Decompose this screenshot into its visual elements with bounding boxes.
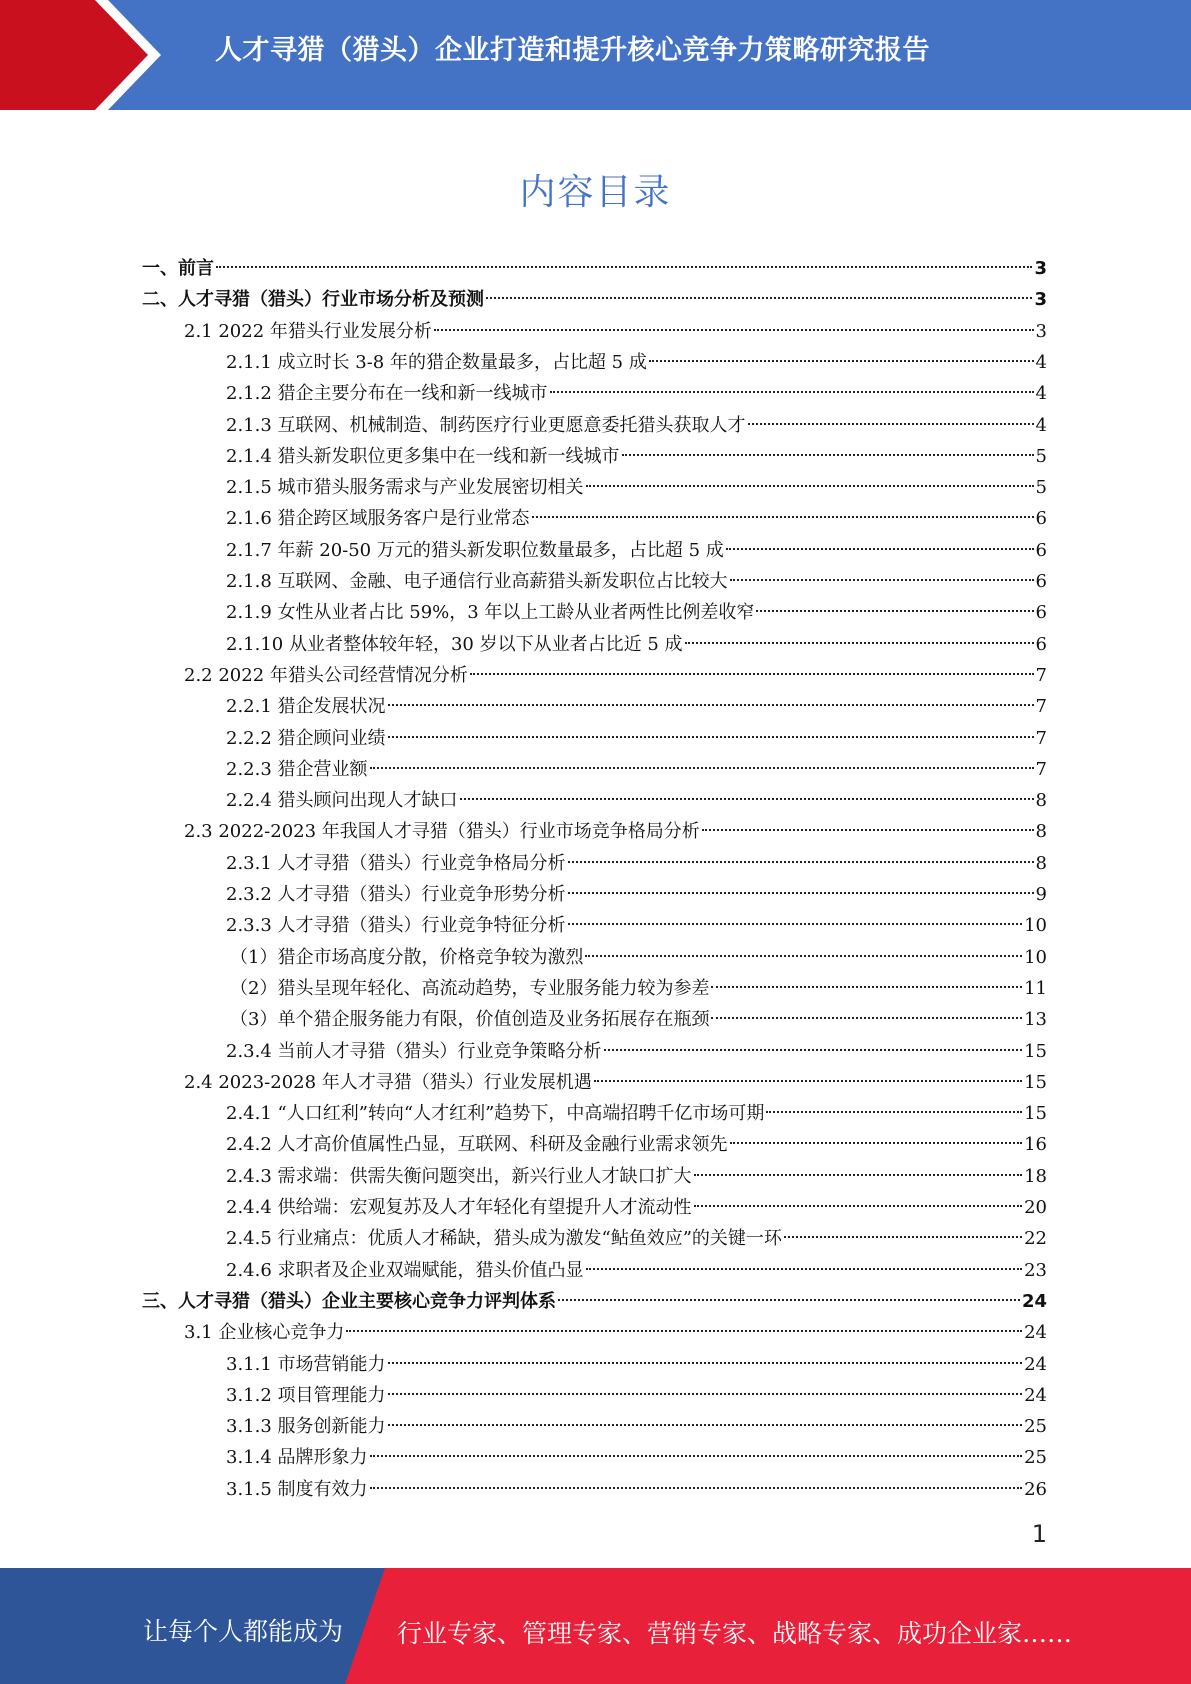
toc-entry-page: 6: [1035, 602, 1047, 624]
toc-dot-leader: [346, 1330, 1022, 1332]
toc-entry-label: 2.3.2 人才寻猎（猎头）行业竞争形势分析: [226, 884, 566, 905]
toc-entry[interactable]: [226, 1351, 1047, 1379]
toc-dot-leader: [711, 1017, 1022, 1019]
toc-entry[interactable]: [226, 693, 1047, 721]
toc-entry-label: 3.1.5 制度有效力: [226, 1478, 368, 1500]
toc-entry[interactable]: [142, 286, 1047, 314]
toc-entry[interactable]: [226, 881, 1047, 909]
toc-dot-leader: [730, 579, 1034, 581]
toc-entry-label: 2.1.3 互联网、机械制造、制药医疗行业更愿意委托猎头获取人才: [226, 414, 746, 436]
toc-entry-label: 2.1.1 成立时长 3-8 年的猎企数量最多，占比超 5 成: [226, 351, 647, 373]
toc-entry-label: 2.4.1 “人口红利”转向“人才红利”趋势下，中高端招聘千亿市场可期: [226, 1103, 765, 1125]
toc-entry-page: 4: [1035, 351, 1047, 373]
footer-slogan-left: 让每个人都能成为: [143, 1617, 344, 1646]
toc-entry-page: 8: [1035, 852, 1047, 874]
toc-entry[interactable]: [226, 631, 1047, 659]
toc-entry[interactable]: [226, 1038, 1047, 1066]
toc-dot-leader: [726, 548, 1034, 550]
toc-entry-label: 2.2.1 猎企发展状况: [226, 696, 386, 718]
toc-entry[interactable]: [226, 412, 1047, 440]
toc-entry-label: 2.1.8 互联网、金融、电子通信行业高薪猎头新发职位占比较大: [226, 571, 728, 592]
toc-entry[interactable]: [226, 568, 1047, 596]
toc-entry-page: 20: [1024, 1197, 1047, 1218]
toc-entry-page: 8: [1035, 790, 1047, 812]
toc-entry-label: 2.1.9 女性从业者占比 59%，3 年以上工龄从业者两性比例差收窄: [226, 602, 755, 624]
toc-entry-page: 5: [1035, 477, 1047, 499]
toc-entry-page: 3: [1034, 258, 1047, 279]
toc-dot-leader: [388, 1424, 1023, 1426]
toc-entry-label: 2.4.3 需求端：供需失衡问题突出，新兴行业人才缺口扩大: [226, 1165, 692, 1187]
toc-entry[interactable]: [226, 474, 1047, 502]
toc-entry-label: （2）猎头呈现年轻化、高流动趋势，专业服务能力较为参差: [230, 977, 710, 999]
toc-entry[interactable]: [184, 318, 1047, 346]
toc-entry[interactable]: [226, 912, 1047, 940]
toc-entry-label: （1）猎企市场高度分散，价格竞争较为激烈: [230, 946, 584, 968]
toc-entry[interactable]: [184, 1069, 1047, 1097]
toc-entry-label: 2.1.2 猎企主要分布在一线和新一线城市: [226, 383, 548, 405]
toc-entry-page: 24: [1021, 1290, 1047, 1312]
toc-dot-leader: [568, 923, 1023, 925]
toc-entry[interactable]: [226, 443, 1047, 471]
toc-dot-leader: [388, 704, 1034, 706]
toc-dot-leader: [730, 1142, 1023, 1144]
toc-entry-page: 24: [1024, 1384, 1047, 1406]
toc-entry-label: 2.1.4 猎头新发职位更多集中在一线和新一线城市: [226, 445, 620, 467]
toc-entry[interactable]: [226, 1100, 1047, 1128]
toc-entry-page: 16: [1024, 1134, 1047, 1156]
toc-entry-label: 二、人才寻猎（猎头）行业市场分析及预测: [142, 289, 484, 311]
toc-dot-leader: [568, 892, 1034, 894]
toc-entry-page: 6: [1035, 539, 1047, 561]
toc-entry-page: 3: [1034, 289, 1047, 311]
toc-entry-page: 6: [1035, 633, 1047, 655]
toc-entry-page: 7: [1035, 758, 1047, 780]
toc-dot-leader: [216, 266, 1032, 268]
toc-entry-label: 2.3.3 人才寻猎（猎头）行业竞争特征分析: [226, 915, 566, 937]
toc-entry-page: 5: [1035, 445, 1047, 467]
toc-entry-label: 3.1.2 项目管理能力: [226, 1384, 386, 1406]
toc-entry[interactable]: [226, 505, 1047, 533]
toc-dot-leader: [622, 454, 1034, 456]
toc-entry-label: 2.1.10 从业者整体较年轻，30 岁以下从业者占比近 5 成: [226, 633, 683, 655]
toc-entry-label: 2.4 2023-2028 年人才寻猎（猎头）行业发展机遇: [184, 1071, 592, 1093]
toc-entry-page: 22: [1024, 1228, 1047, 1250]
toc-entry-page: 10: [1024, 946, 1047, 968]
toc-entry[interactable]: [142, 255, 1047, 283]
toc-entry[interactable]: [230, 975, 1047, 1003]
toc-entry-label: 2.2.2 猎企顾问业绩: [226, 727, 386, 749]
toc-dot-leader: [568, 861, 1034, 863]
toc-entry-label: 3.1.3 服务创新能力: [226, 1416, 386, 1438]
toc-dot-leader: [370, 1487, 1023, 1489]
toc-entry-label: 2.3.1 人才寻猎（猎头）行业竞争格局分析: [226, 852, 566, 874]
toc-dot-leader: [558, 1299, 1020, 1301]
toc-entry[interactable]: [184, 1319, 1047, 1347]
toc-dot-leader: [756, 610, 1033, 612]
toc-entry-page: 6: [1035, 508, 1047, 530]
footer-slogan-right: 行业专家、管理专家、营销专家、战略专家、成功企业家……: [397, 1619, 1073, 1648]
page-number: 1: [1031, 1520, 1047, 1548]
toc-dot-leader: [550, 391, 1034, 393]
toc-entry[interactable]: [184, 662, 1047, 690]
toc-entry-page: 25: [1024, 1416, 1047, 1438]
toc-entry[interactable]: [226, 349, 1047, 377]
toc-entry[interactable]: [226, 1413, 1047, 1441]
toc-heading: 内容目录: [519, 172, 672, 213]
toc-dot-leader: [748, 423, 1034, 425]
toc-entry-label: 2.2.3 猎企营业额: [226, 758, 368, 780]
toc-dot-leader: [532, 516, 1034, 518]
toc-entry[interactable]: [226, 725, 1047, 753]
toc-entry-page: 15: [1024, 1040, 1047, 1062]
toc-entry-page: 15: [1024, 1103, 1047, 1125]
toc-dot-leader: [460, 798, 1034, 800]
toc-entry-page: 13: [1024, 1009, 1047, 1031]
toc-dot-leader: [586, 1268, 1023, 1270]
toc-entry[interactable]: [226, 1444, 1047, 1472]
toc-entry-page: 7: [1035, 696, 1047, 718]
toc-entry-page: 24: [1024, 1322, 1047, 1344]
toc-dot-leader: [711, 986, 1022, 988]
toc-entry-page: 24: [1024, 1353, 1047, 1375]
toc-entry[interactable]: [226, 850, 1047, 878]
toc-entry-label: 2.3.4 当前人才寻猎（猎头）行业竞争策略分析: [226, 1040, 602, 1062]
toc-entry[interactable]: [142, 1288, 1047, 1316]
toc-dot-leader: [694, 1205, 1023, 1207]
toc-entry-page: 25: [1024, 1447, 1047, 1469]
toc-entry-page: 7: [1035, 727, 1047, 749]
toc-entry-page: 8: [1035, 821, 1047, 843]
toc-entry[interactable]: [230, 944, 1047, 972]
toc-entry-label: 2.3 2022-2023 年我国人才寻猎（猎头）行业市场竞争格局分析: [184, 821, 700, 843]
toc-dot-leader: [585, 955, 1022, 957]
toc-entry-page: 18: [1024, 1165, 1047, 1187]
toc-dot-leader: [702, 829, 1034, 831]
header-title: 人才寻猎（猎头）企业打造和提升核心竞争力策略研究报告: [215, 35, 930, 66]
toc-dot-leader: [388, 1393, 1023, 1395]
toc-dot-leader: [694, 1174, 1023, 1176]
toc-dot-leader: [486, 297, 1032, 299]
toc-entry-label: 2.2.4 猎头顾问出现人才缺口: [226, 790, 458, 812]
toc-entry-page: 4: [1035, 383, 1047, 405]
toc-entry-label: 2.4.5 行业痛点：优质人才稀缺，猎头成为激发“鲇鱼效应”的关键一环: [226, 1228, 782, 1250]
toc-dot-leader: [586, 485, 1034, 487]
toc-entry-label: （3）单个猎企服务能力有限，价值创造及业务拓展存在瓶颈: [230, 1009, 710, 1031]
toc-entry-label: 2.1 2022 年猎头行业发展分析: [184, 320, 432, 342]
toc-entry-page: 26: [1024, 1478, 1047, 1500]
toc-entry-label: 2.2 2022 年猎头公司经营情况分析: [184, 664, 468, 686]
toc-entry[interactable]: [226, 1131, 1047, 1159]
toc-entry-page: 9: [1035, 884, 1047, 905]
toc-entry-page: 6: [1035, 571, 1047, 592]
toc-entry-label: 2.1.6 猎企跨区域服务客户是行业常态: [226, 508, 530, 530]
toc-dot-leader: [388, 736, 1034, 738]
toc-entry[interactable]: [226, 1476, 1047, 1504]
toc-entry-label: 2.1.7 年薪 20-50 万元的猎头新发职位数量最多，占比超 5 成: [226, 539, 724, 561]
toc-dot-leader: [470, 673, 1034, 675]
toc-entry-label: 2.1.5 城市猎头服务需求与产业发展密切相关: [226, 477, 584, 499]
toc-dot-leader: [370, 767, 1034, 769]
toc-entry-label: 3.1 企业核心竞争力: [184, 1322, 345, 1344]
toc-entry-page: 15: [1024, 1071, 1047, 1093]
toc-entry-label: 2.4.4 供给端：宏观复苏及人才年轻化有望提升人才流动性: [226, 1197, 692, 1218]
toc-entry[interactable]: [226, 537, 1047, 565]
toc-entry-page: 4: [1035, 414, 1047, 436]
toc-entry[interactable]: [226, 1194, 1047, 1222]
toc-dot-leader: [594, 1080, 1022, 1082]
toc-entry[interactable]: [226, 599, 1047, 627]
toc-entry[interactable]: [230, 1006, 1047, 1034]
toc-dot-leader: [685, 642, 1034, 644]
toc-dot-leader: [784, 1236, 1022, 1238]
toc-entry[interactable]: [184, 818, 1047, 846]
toc-entry[interactable]: [226, 1257, 1047, 1285]
toc-entry-page: 3: [1035, 320, 1047, 342]
toc-entry[interactable]: [226, 1163, 1047, 1191]
toc-entry[interactable]: [226, 756, 1047, 784]
toc-entry-label: 3.1.1 市场营销能力: [226, 1353, 386, 1375]
toc-entry-label: 2.4.2 人才高价值属性凸显，互联网、科研及金融行业需求领先: [226, 1134, 728, 1156]
toc-entry-label: 一、前言: [142, 258, 214, 279]
toc-dot-leader: [604, 1049, 1023, 1051]
toc-entry-page: 11: [1024, 977, 1047, 999]
toc-entry-page: 23: [1024, 1259, 1047, 1281]
toc-entry-page: 7: [1035, 664, 1047, 686]
toc-entry-label: 2.4.6 求职者及企业双端赋能，猎头价值凸显: [226, 1259, 584, 1281]
header-band: [0, 0, 1191, 110]
toc-entry[interactable]: [226, 787, 1047, 815]
toc-dot-leader: [434, 329, 1034, 331]
toc-entry-page: 10: [1024, 915, 1047, 937]
toc-entry-label: 三、人才寻猎（猎头）企业主要核心竞争力评判体系: [142, 1290, 556, 1312]
toc-dot-leader: [388, 1362, 1023, 1364]
toc-entry[interactable]: [226, 380, 1047, 408]
toc-dot-leader: [766, 1111, 1022, 1113]
toc-entry[interactable]: [226, 1382, 1047, 1410]
toc-dot-leader: [370, 1455, 1023, 1457]
toc-entry[interactable]: [226, 1225, 1047, 1253]
toc-dot-leader: [649, 360, 1034, 362]
toc-entry-label: 3.1.4 品牌形象力: [226, 1447, 368, 1469]
